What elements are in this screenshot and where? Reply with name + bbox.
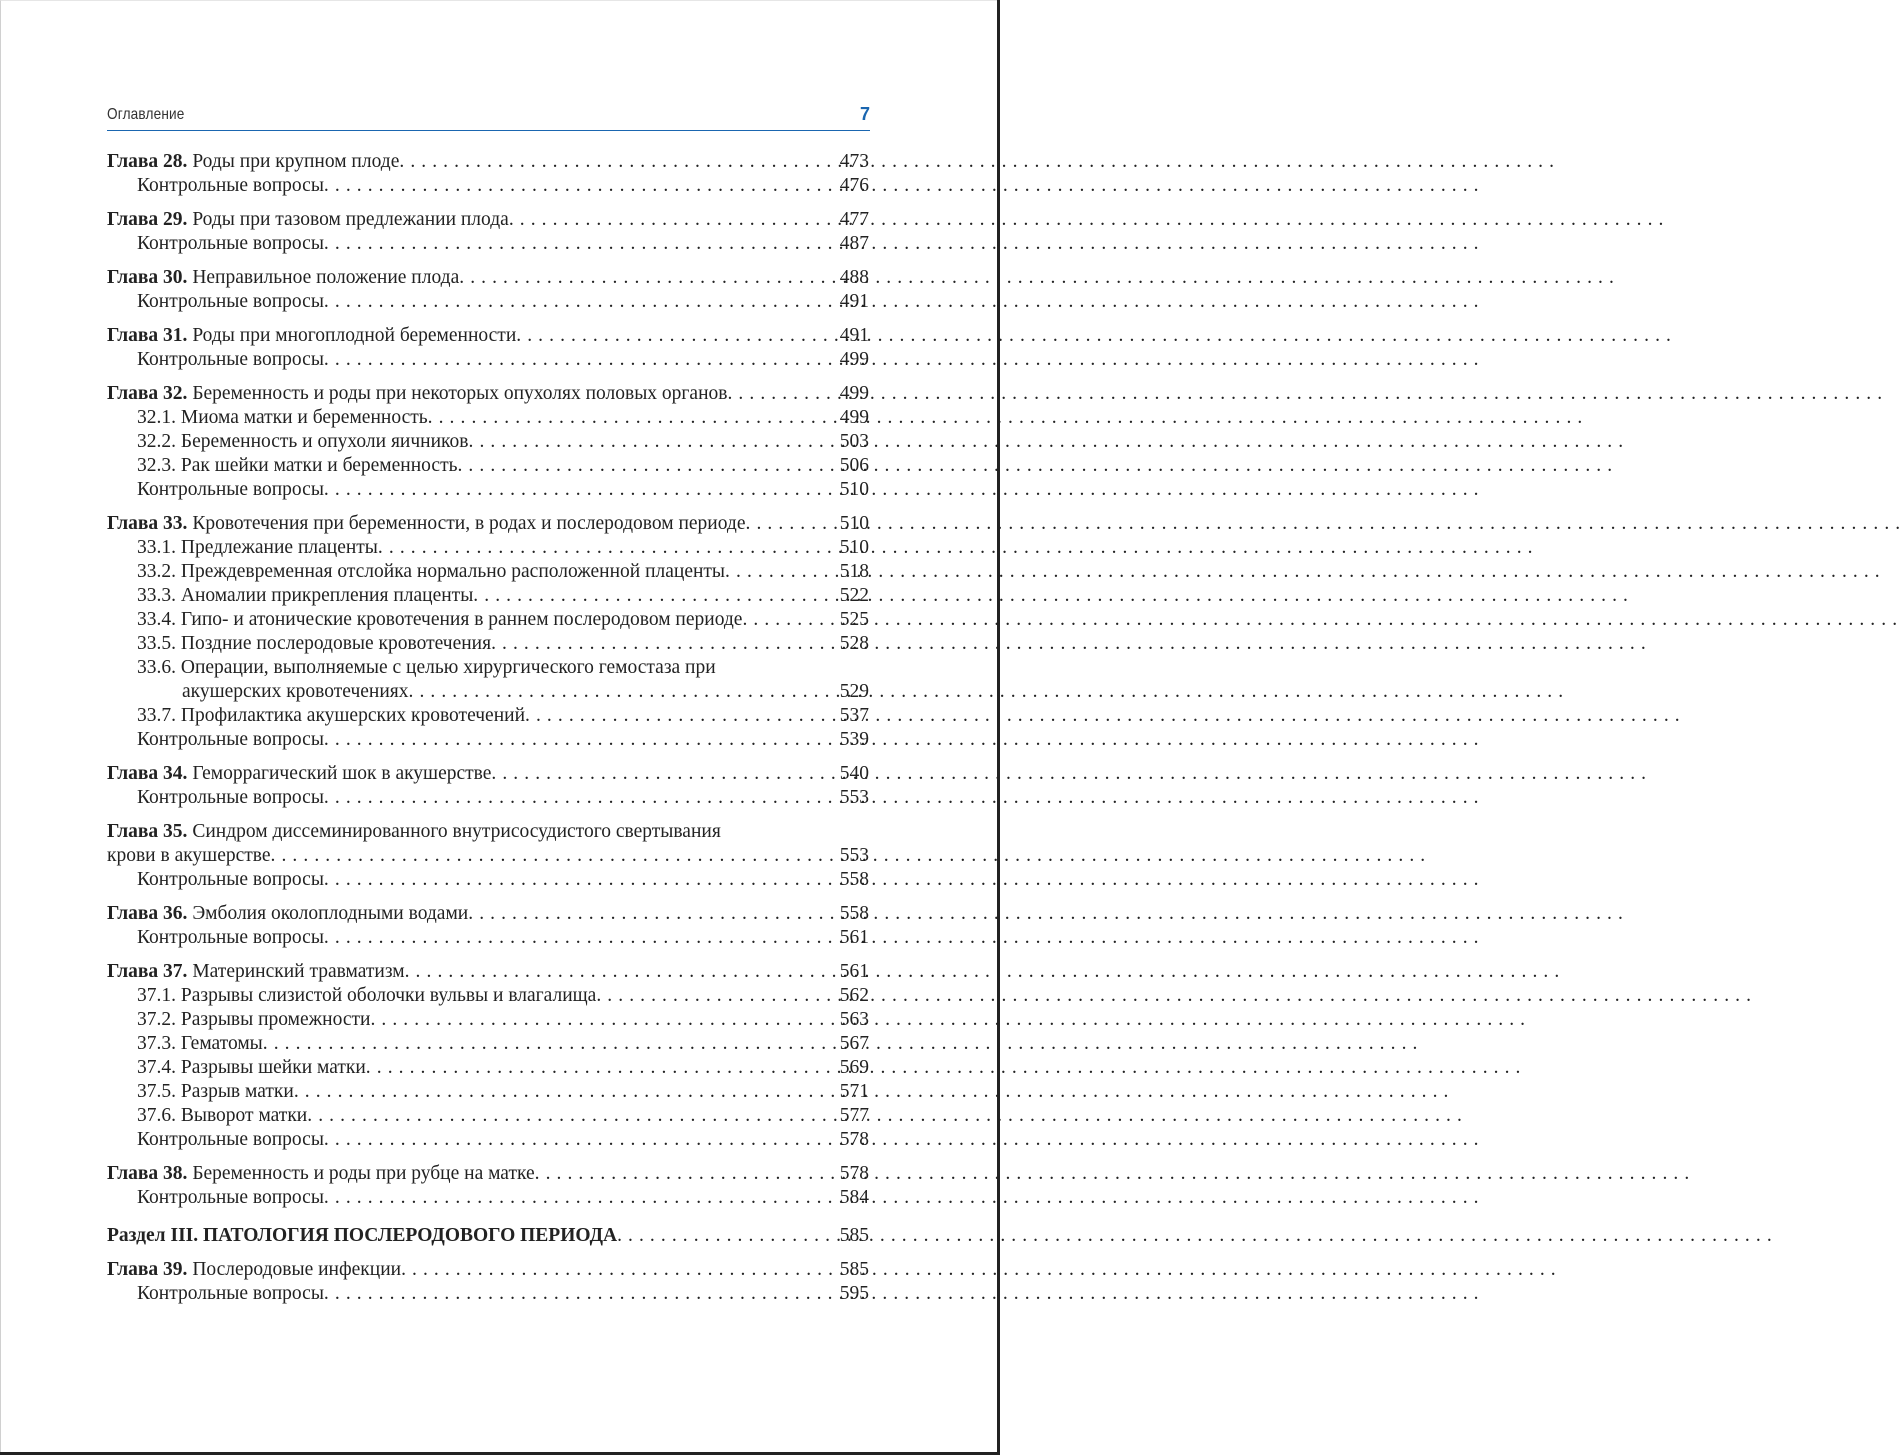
- page-number: 491: [839, 325, 869, 346]
- toc-subsection[interactable]: [107, 584, 869, 608]
- page-number: 553: [839, 845, 869, 866]
- leader-dots: [324, 290, 834, 314]
- page-number: 578: [839, 1163, 869, 1184]
- leader-dots: [324, 728, 834, 752]
- toc-subsection-line1[interactable]: 33.6. Операции, выполняемые с целью хирургического гемостаза при: [137, 657, 716, 678]
- toc-entry[interactable]: [107, 762, 869, 786]
- chapter-title: Роды при тазовом предлежании плода: [187, 209, 509, 230]
- leader-dots: [324, 348, 834, 372]
- questions-label: Контрольные вопросы: [137, 787, 324, 808]
- leader-dots: [746, 512, 834, 536]
- toc-entry[interactable]: [107, 324, 869, 348]
- page-number: 577: [839, 1105, 869, 1126]
- leader-dots: [366, 1056, 834, 1080]
- leader-dots: [727, 382, 833, 406]
- section-title: Раздел III. ПАТОЛОГИЯ ПОСЛЕРОДОВОГО ПЕРИОДА: [107, 1225, 618, 1246]
- toc-entry-questions[interactable]: [107, 1186, 869, 1210]
- leader-dots: [324, 174, 834, 198]
- toc-subsection[interactable]: [107, 632, 869, 656]
- leader-dots: [516, 324, 833, 348]
- subsection-title: 37.6. Выворот матки: [137, 1105, 308, 1126]
- page-number: 585: [839, 1225, 869, 1246]
- questions-label: Контрольные вопросы: [137, 1283, 324, 1304]
- leader-dots: [491, 632, 834, 656]
- questions-label: Контрольные вопросы: [137, 349, 324, 370]
- chapter-title: Неправильное положение плода: [187, 267, 460, 288]
- subsection-title: 33.7. Профилактика акушерских кровотечений: [137, 705, 526, 726]
- chapter-title: Материнский травматизм: [187, 961, 405, 982]
- toc-entry[interactable]: [107, 1258, 869, 1282]
- toc-subsection[interactable]: [107, 1056, 869, 1080]
- chapter-prefix: Глава 35.: [107, 821, 188, 842]
- page-number: 499: [839, 383, 869, 404]
- subsection-title: 37.2. Разрывы промежности: [137, 1009, 371, 1030]
- leader-dots: [742, 608, 833, 632]
- toc-entry-questions[interactable]: [107, 174, 869, 198]
- toc-subsection[interactable]: [107, 1080, 869, 1104]
- toc-chapter-39: [107, 1258, 869, 1306]
- page-number: 503: [839, 431, 869, 452]
- toc-subsection[interactable]: [107, 430, 869, 454]
- leader-dots: [324, 1186, 834, 1210]
- toc-entry[interactable]: [107, 1162, 869, 1186]
- toc-subsection[interactable]: [107, 536, 869, 560]
- page-number: 506: [839, 455, 869, 476]
- toc-entry[interactable]: [107, 902, 869, 926]
- chapter-title-continued: крови в акушерстве: [107, 845, 271, 866]
- subsection-title: 32.2. Беременность и опухоли яичников: [137, 431, 469, 452]
- leader-dots: [399, 150, 833, 174]
- toc-entry[interactable]: [107, 208, 869, 232]
- page-number: 561: [839, 961, 869, 982]
- toc-subsection[interactable]: [107, 680, 869, 704]
- toc-section-3: [107, 1224, 869, 1248]
- toc-subsection[interactable]: [107, 1032, 869, 1056]
- toc-entry-questions[interactable]: [107, 348, 869, 372]
- toc-entry-line1[interactable]: [107, 820, 869, 844]
- subsection-title: 32.3. Рак шейки матки и беременность: [137, 455, 458, 476]
- header-page-number: 7: [859, 104, 870, 124]
- toc-subsection[interactable]: [107, 560, 869, 584]
- questions-label: Контрольные вопросы: [137, 1187, 324, 1208]
- page-number: 499: [839, 407, 869, 428]
- subsection-title: 37.4. Разрывы шейки матки: [137, 1057, 366, 1078]
- leader-dots: [324, 478, 834, 502]
- leader-dots: [617, 1224, 834, 1248]
- toc-chapter-31: [107, 324, 869, 372]
- leader-dots: [307, 1104, 834, 1128]
- page-number: 487: [839, 233, 869, 254]
- subsection-title-continued: акушерских кровотечениях: [182, 681, 409, 702]
- leader-dots: [473, 584, 833, 608]
- header-title: Оглавление: [107, 106, 185, 123]
- subsection-title: 32.1. Миома матки и беременность: [137, 407, 428, 428]
- chapter-prefix: Глава 28.: [107, 151, 188, 172]
- questions-label: Контрольные вопросы: [137, 233, 324, 254]
- page-number: 510: [839, 513, 869, 534]
- leader-dots: [469, 430, 834, 454]
- leader-dots: [409, 680, 834, 704]
- toc-subsection[interactable]: [107, 608, 869, 632]
- subsection-title: 33.5. Поздние послеродовые кровотечения: [137, 633, 492, 654]
- leader-dots: [263, 1032, 834, 1056]
- page-number: 563: [839, 1009, 869, 1030]
- table-of-contents: [107, 150, 869, 1316]
- toc-entry-questions[interactable]: [107, 786, 869, 810]
- chapter-prefix: Глава 30.: [107, 267, 188, 288]
- page-number: 537: [839, 705, 869, 726]
- leader-dots: [457, 454, 833, 478]
- page-number: 539: [839, 729, 869, 750]
- leader-dots: [324, 1128, 834, 1152]
- questions-label: Контрольные вопросы: [137, 291, 324, 312]
- toc-entry-questions[interactable]: [107, 868, 869, 892]
- toc-chapter-35: [107, 820, 869, 892]
- leader-dots: [324, 786, 834, 810]
- questions-label: Контрольные вопросы: [137, 479, 324, 500]
- leader-dots: [428, 406, 834, 430]
- questions-label: Контрольные вопросы: [137, 175, 324, 196]
- toc-entry[interactable]: [107, 960, 869, 984]
- leader-dots: [324, 868, 834, 892]
- toc-subsection[interactable]: [107, 1008, 869, 1032]
- toc-subsection[interactable]: [107, 454, 869, 478]
- chapter-prefix: Глава 36.: [107, 903, 188, 924]
- leader-dots: [324, 232, 834, 256]
- chapter-title: Эмболия околоплодными водами: [187, 903, 469, 924]
- chapter-prefix: Глава 33.: [107, 513, 188, 534]
- subsection-title: 37.5. Разрыв матки: [137, 1081, 294, 1102]
- questions-label: Контрольные вопросы: [137, 729, 324, 750]
- leader-dots: [324, 1282, 834, 1306]
- leader-dots: [401, 1258, 834, 1282]
- toc-subsection[interactable]: [107, 704, 869, 728]
- page-number: 499: [839, 349, 869, 370]
- toc-chapter-34: [107, 762, 869, 810]
- toc-chapter-29: [107, 208, 869, 256]
- chapter-prefix: Глава 38.: [107, 1163, 188, 1184]
- page-number: 510: [839, 479, 869, 500]
- leader-dots: [271, 844, 834, 868]
- leader-dots: [324, 926, 834, 950]
- toc-entry[interactable]: [107, 844, 869, 868]
- questions-label: Контрольные вопросы: [137, 869, 324, 890]
- chapter-prefix: Глава 37.: [107, 961, 188, 982]
- chapter-title: Беременность и роды при рубце на матке: [187, 1163, 535, 1184]
- page-number: 510: [839, 537, 869, 558]
- chapter-prefix: Глава 32.: [107, 383, 188, 404]
- page-number: 473: [839, 151, 869, 172]
- toc-chapter-28: [107, 150, 869, 198]
- page-number: 522: [839, 585, 869, 606]
- page-number: 578: [839, 1129, 869, 1150]
- leader-dots: [370, 1008, 833, 1032]
- page-number: 476: [839, 175, 869, 196]
- chapter-title: Геморрагический шок в акушерстве: [187, 763, 492, 784]
- toc-entry-questions[interactable]: [107, 1282, 869, 1306]
- leader-dots: [725, 560, 834, 584]
- page-number: 584: [839, 1187, 869, 1208]
- page-number: 528: [839, 633, 869, 654]
- chapter-title: Синдром диссеминированного внутрисосудистого свертывания: [187, 821, 721, 842]
- chapter-prefix: Глава 31.: [107, 325, 188, 346]
- page-number: 561: [839, 927, 869, 948]
- toc-subsection[interactable]: [107, 406, 869, 430]
- toc-subsection[interactable]: [107, 984, 869, 1008]
- chapter-title: Кровотечения при беременности, в родах и послеродовом периоде: [187, 513, 746, 534]
- page-number: 595: [839, 1283, 869, 1304]
- page-number: 518: [839, 561, 869, 582]
- chapter-title: Послеродовые инфекции: [187, 1259, 402, 1280]
- toc-chapter-33: [107, 512, 869, 752]
- running-header: [107, 104, 870, 130]
- leader-dots: [468, 902, 834, 926]
- toc-chapter-36: [107, 902, 869, 950]
- page-number: 571: [839, 1081, 869, 1102]
- toc-section-entry[interactable]: [107, 1224, 869, 1248]
- subsection-title: 33.4. Гипо- и атонические кровотечения в раннем послеродовом периоде: [137, 609, 743, 630]
- subsection-title: 37.1. Разрывы слизистой оболочки вульвы и влагалища: [137, 985, 597, 1006]
- chapter-title: Роды при крупном плоде: [187, 151, 400, 172]
- page-number: 585: [839, 1259, 869, 1280]
- page-number: 553: [839, 787, 869, 808]
- page-number: 569: [839, 1057, 869, 1078]
- page-number: 488: [839, 267, 869, 288]
- toc-entry-questions[interactable]: [107, 728, 869, 752]
- subsection-title: 33.2. Преждевременная отслойка нормально расположенной плаценты: [137, 561, 726, 582]
- page-number: 491: [839, 291, 869, 312]
- leader-dots: [535, 1162, 834, 1186]
- toc-entry-questions[interactable]: [107, 926, 869, 950]
- leader-dots: [378, 536, 834, 560]
- header-rule: [107, 130, 870, 131]
- toc-chapter-38: [107, 1162, 869, 1210]
- chapter-title: Роды при многоплодной беременности: [187, 325, 517, 346]
- chapter-prefix: Глава 34.: [107, 763, 188, 784]
- toc-chapter-37: [107, 960, 869, 1152]
- page-number: 558: [839, 869, 869, 890]
- toc-entry[interactable]: [107, 512, 869, 536]
- toc-entry-questions[interactable]: [107, 232, 869, 256]
- toc-entry-questions[interactable]: [107, 290, 869, 314]
- questions-label: Контрольные вопросы: [137, 1129, 324, 1150]
- subsection-title: 37.3. Гематомы: [137, 1033, 263, 1054]
- toc-entry-questions[interactable]: [107, 478, 869, 502]
- toc-entry[interactable]: [107, 382, 869, 406]
- page-number: 567: [839, 1033, 869, 1054]
- page-number: 529: [839, 681, 869, 702]
- toc-entry-questions[interactable]: [107, 1128, 869, 1152]
- toc-subsection[interactable]: [107, 1104, 869, 1128]
- subsection-title: 33.3. Аномалии прикрепления плаценты: [137, 585, 474, 606]
- leader-dots: [294, 1080, 834, 1104]
- toc-chapter-30: [107, 266, 869, 314]
- toc-entry[interactable]: [107, 150, 869, 174]
- subsection-title: 33.1. Предлежание плаценты: [137, 537, 378, 558]
- chapter-title: Беременность и роды при некоторых опухолях половых органов: [187, 383, 728, 404]
- leader-dots: [459, 266, 834, 290]
- page-number: 540: [839, 763, 869, 784]
- leader-dots: [405, 960, 834, 984]
- leader-dots: [509, 208, 834, 232]
- toc-entry[interactable]: [107, 266, 869, 290]
- leader-dots: [596, 984, 833, 1008]
- chapter-prefix: Глава 39.: [107, 1259, 188, 1280]
- page-number: 477: [839, 209, 869, 230]
- leader-dots: [525, 704, 834, 728]
- leader-dots: [491, 762, 833, 786]
- toc-chapter-32: [107, 382, 869, 502]
- chapter-prefix: Глава 29.: [107, 209, 188, 230]
- page-number: 562: [839, 985, 869, 1006]
- page-number: 558: [839, 903, 869, 924]
- page-number: 525: [839, 609, 869, 630]
- questions-label: Контрольные вопросы: [137, 927, 324, 948]
